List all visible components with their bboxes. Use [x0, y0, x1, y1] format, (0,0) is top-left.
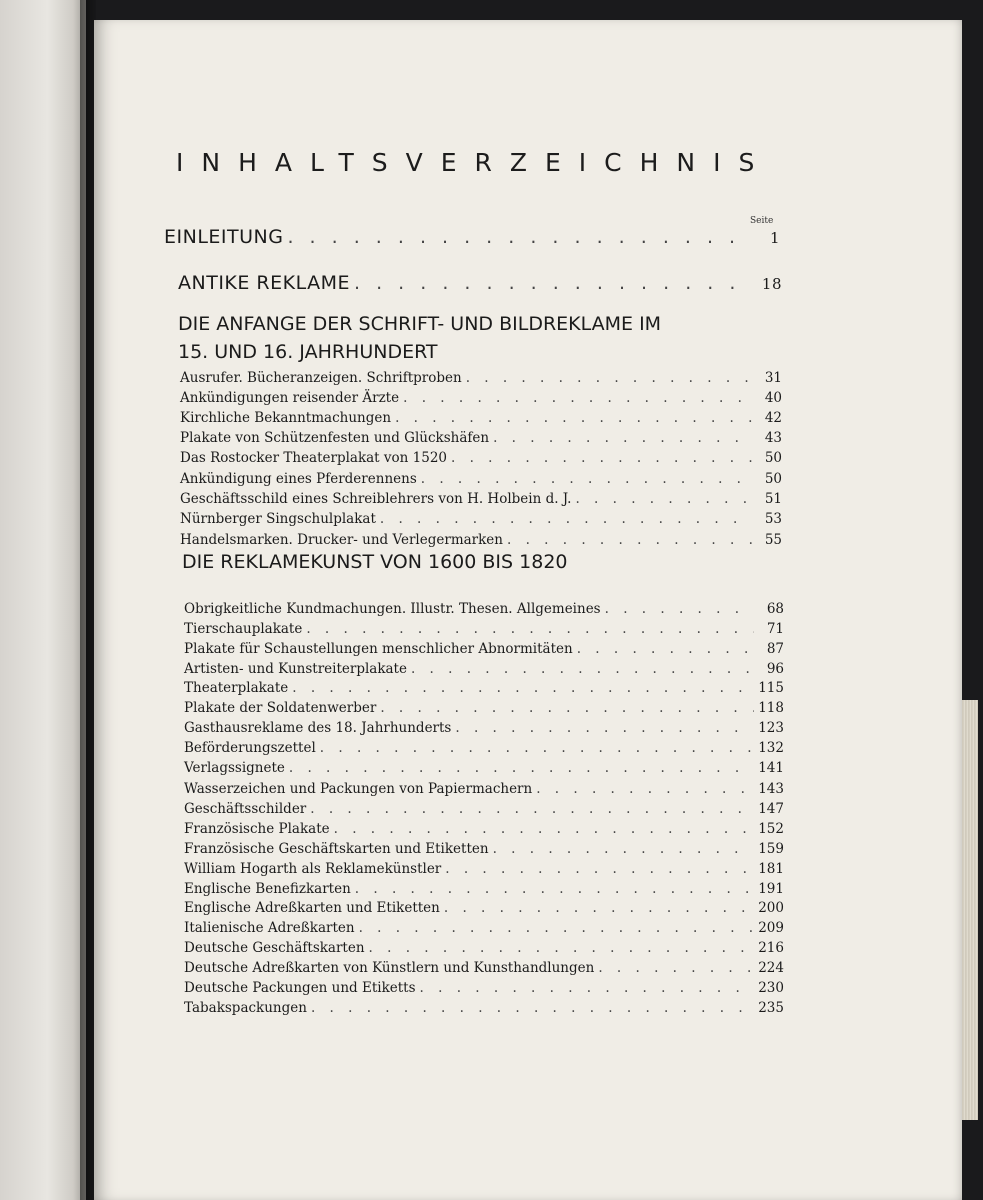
- entry-label: Plakate der Soldatenwerber: [184, 700, 377, 716]
- entry-label: Gasthausreklame des 18. Jahrhunderts: [184, 720, 452, 736]
- leader-dots: [536, 781, 754, 797]
- entry-label: Geschäftsschilder: [184, 801, 307, 817]
- entry-label: Deutsche Geschäftskarten: [184, 940, 365, 956]
- toc-item: [184, 821, 784, 837]
- toc-item: [184, 900, 784, 916]
- toc-item: [184, 720, 784, 736]
- entry-page: 181: [758, 861, 784, 877]
- toc-entry-einleitung: [164, 226, 780, 248]
- entry-page: 152: [758, 821, 784, 837]
- entry-label: Nürnberger Singschulplakat: [180, 511, 376, 527]
- entry-label: Verlagssignete: [184, 760, 285, 776]
- entry-label: William Hogarth als Reklamekünstler: [184, 861, 442, 877]
- toc-item: [180, 390, 782, 406]
- entry-page: 96: [766, 661, 784, 677]
- entry-label: Ankündigung eines Pferderennens: [180, 471, 417, 487]
- toc-item: [180, 430, 782, 446]
- leader-dots: [359, 920, 754, 936]
- entry-page: 143: [758, 781, 784, 797]
- entry-label: Deutsche Packungen und Etiketts: [184, 980, 416, 996]
- leader-dots: [420, 980, 754, 996]
- leader-dots: [320, 740, 754, 756]
- leader-dots: [455, 720, 754, 736]
- leader-dots: [451, 450, 752, 466]
- toc-item: [184, 641, 784, 657]
- entry-label: Kirchliche Bekanntmachungen: [180, 410, 392, 426]
- leader-dots: [598, 960, 754, 976]
- leader-dots: [380, 700, 754, 716]
- entry-page: 216: [758, 940, 784, 956]
- leader-dots: [334, 821, 754, 837]
- entry-label: Italienische Adreßkarten: [184, 920, 355, 936]
- section-heading: [178, 310, 661, 366]
- leader-dots: [493, 841, 754, 857]
- toc-item: [180, 370, 782, 386]
- entry-page: 71: [766, 621, 784, 637]
- toc-item: [180, 471, 782, 487]
- toc-item: [180, 491, 782, 507]
- entry-page: 50: [764, 450, 782, 466]
- entry-page: 42: [764, 410, 782, 426]
- toc-item: [184, 1000, 784, 1016]
- leader-dots: [411, 661, 754, 677]
- entry-label: Ausrufer. Bücheranzeigen. Schriftproben: [180, 370, 462, 386]
- entry-page: 55: [764, 532, 782, 548]
- section-heading: DIE REKLAMEKUNST VON 1600 BIS 1820: [182, 551, 568, 573]
- leader-dots: [289, 760, 754, 776]
- entry-page: 118: [758, 700, 784, 716]
- entry-page: 147: [758, 801, 784, 817]
- entry-label: Tierschauplakate: [184, 621, 303, 637]
- page-column-label: Seite: [750, 216, 774, 226]
- entry-label: Das Rostocker Theaterplakat von 1520: [180, 450, 447, 466]
- leader-dots: [380, 511, 752, 527]
- toc-item: [180, 450, 782, 466]
- entry-page: 87: [766, 641, 784, 657]
- leader-dots: [605, 601, 754, 617]
- entry-page: 31: [764, 370, 782, 386]
- leader-dots: [310, 801, 754, 817]
- toc-item: [184, 661, 784, 677]
- leader-dots: [403, 390, 752, 406]
- entry-label: Wasserzeichen und Packungen von Papiermachern: [184, 781, 533, 797]
- entry-label: Französische Geschäftskarten und Etiketten: [184, 841, 489, 857]
- entry-page: 209: [758, 920, 784, 936]
- entry-page: 141: [758, 760, 784, 776]
- entry-label: Ankündigungen reisender Ärzte: [180, 390, 400, 406]
- toc-item: [184, 740, 784, 756]
- entry-label: Theaterplakate: [184, 680, 289, 696]
- section-heading-line-2: 15. UND 16. JAHRHUNDERT: [178, 341, 438, 363]
- leader-dots: [354, 272, 752, 294]
- toc-item: [184, 621, 784, 637]
- entry-page: 224: [758, 960, 784, 976]
- entry-label: Geschäftsschild eines Schreiblehrers von H. Holbein d. J.: [180, 491, 572, 507]
- toc-item: [184, 601, 784, 617]
- leader-dots: [292, 680, 754, 696]
- leader-dots: [466, 370, 752, 386]
- toc-item: [184, 760, 784, 776]
- entry-page: 53: [764, 511, 782, 527]
- toc-item: [184, 801, 784, 817]
- entry-label: Englische Benefizkarten: [184, 881, 351, 897]
- leader-dots: [355, 881, 754, 897]
- leader-dots: [395, 410, 752, 426]
- entry-page: 40: [764, 390, 782, 406]
- leader-dots: [369, 940, 754, 956]
- toc-item: [180, 532, 782, 548]
- toc-item: [180, 511, 782, 527]
- entry-label: ANTIKE REKLAME: [178, 272, 351, 294]
- toc-item: [184, 920, 784, 936]
- entry-page: 50: [764, 471, 782, 487]
- leader-dots: [507, 532, 752, 548]
- leader-dots: [577, 641, 754, 657]
- leader-dots: [421, 471, 752, 487]
- toc-item: [180, 410, 782, 426]
- entry-page: 191: [758, 881, 784, 897]
- facing-page: [0, 0, 86, 1200]
- leader-dots: [575, 491, 752, 507]
- toc-item: [184, 700, 784, 716]
- entry-label: Englische Adreßkarten und Etiketten: [184, 900, 440, 916]
- toc-item: [184, 881, 784, 897]
- entry-label: Handelsmarken. Drucker- und Verlegermarken: [180, 532, 503, 548]
- leader-dots: [306, 621, 754, 637]
- entry-page: 132: [758, 740, 784, 756]
- entry-page: 1: [769, 229, 780, 247]
- entry-page: 18: [761, 275, 782, 293]
- toc-item: [184, 960, 784, 976]
- toc-item: [184, 841, 784, 857]
- leader-dots: [311, 1000, 754, 1016]
- toc-title: INHALTSVERZEICHNIS: [176, 148, 773, 177]
- entry-label: Beförderungszettel: [184, 740, 316, 756]
- entry-label: EINLEITUNG: [164, 226, 284, 248]
- leader-dots: [493, 430, 752, 446]
- entry-label: Tabakspackungen: [184, 1000, 307, 1016]
- entry-page: 159: [758, 841, 784, 857]
- section-heading-line-1: DIE ANFANGE DER SCHRIFT- UND BILDREKLAME IM: [178, 313, 662, 335]
- entry-page: 123: [758, 720, 784, 736]
- toc-item: [184, 680, 784, 696]
- entry-label: Deutsche Adreßkarten von Künstlern und Kunsthandlungen: [184, 960, 595, 976]
- toc-item: [184, 980, 784, 996]
- leader-dots: [444, 900, 754, 916]
- toc-entry-antike-reklame: [178, 272, 782, 294]
- entry-page: 235: [758, 1000, 784, 1016]
- entry-page: 68: [766, 601, 784, 617]
- entry-page: 115: [758, 680, 784, 696]
- entry-label: Plakate für Schaustellungen menschlicher Abnormitäten: [184, 641, 573, 657]
- entry-page: 230: [758, 980, 784, 996]
- leader-dots: [445, 861, 754, 877]
- toc-item: [184, 940, 784, 956]
- entry-page: 200: [758, 900, 784, 916]
- toc-page: [94, 20, 962, 1200]
- entry-page: 51: [764, 491, 782, 507]
- entry-label: Plakate von Schützenfesten und Glückshäfen: [180, 430, 490, 446]
- entry-label: Artisten- und Kunstreiterplakate: [184, 661, 407, 677]
- entry-label: Obrigkeitliche Kundmachungen. Illustr. Thesen. Allgemeines: [184, 601, 601, 617]
- entry-label: Französische Plakate: [184, 821, 330, 837]
- toc-item: [184, 861, 784, 877]
- entry-page: 43: [764, 430, 782, 446]
- leader-dots: [287, 226, 750, 248]
- toc-item: [184, 781, 784, 797]
